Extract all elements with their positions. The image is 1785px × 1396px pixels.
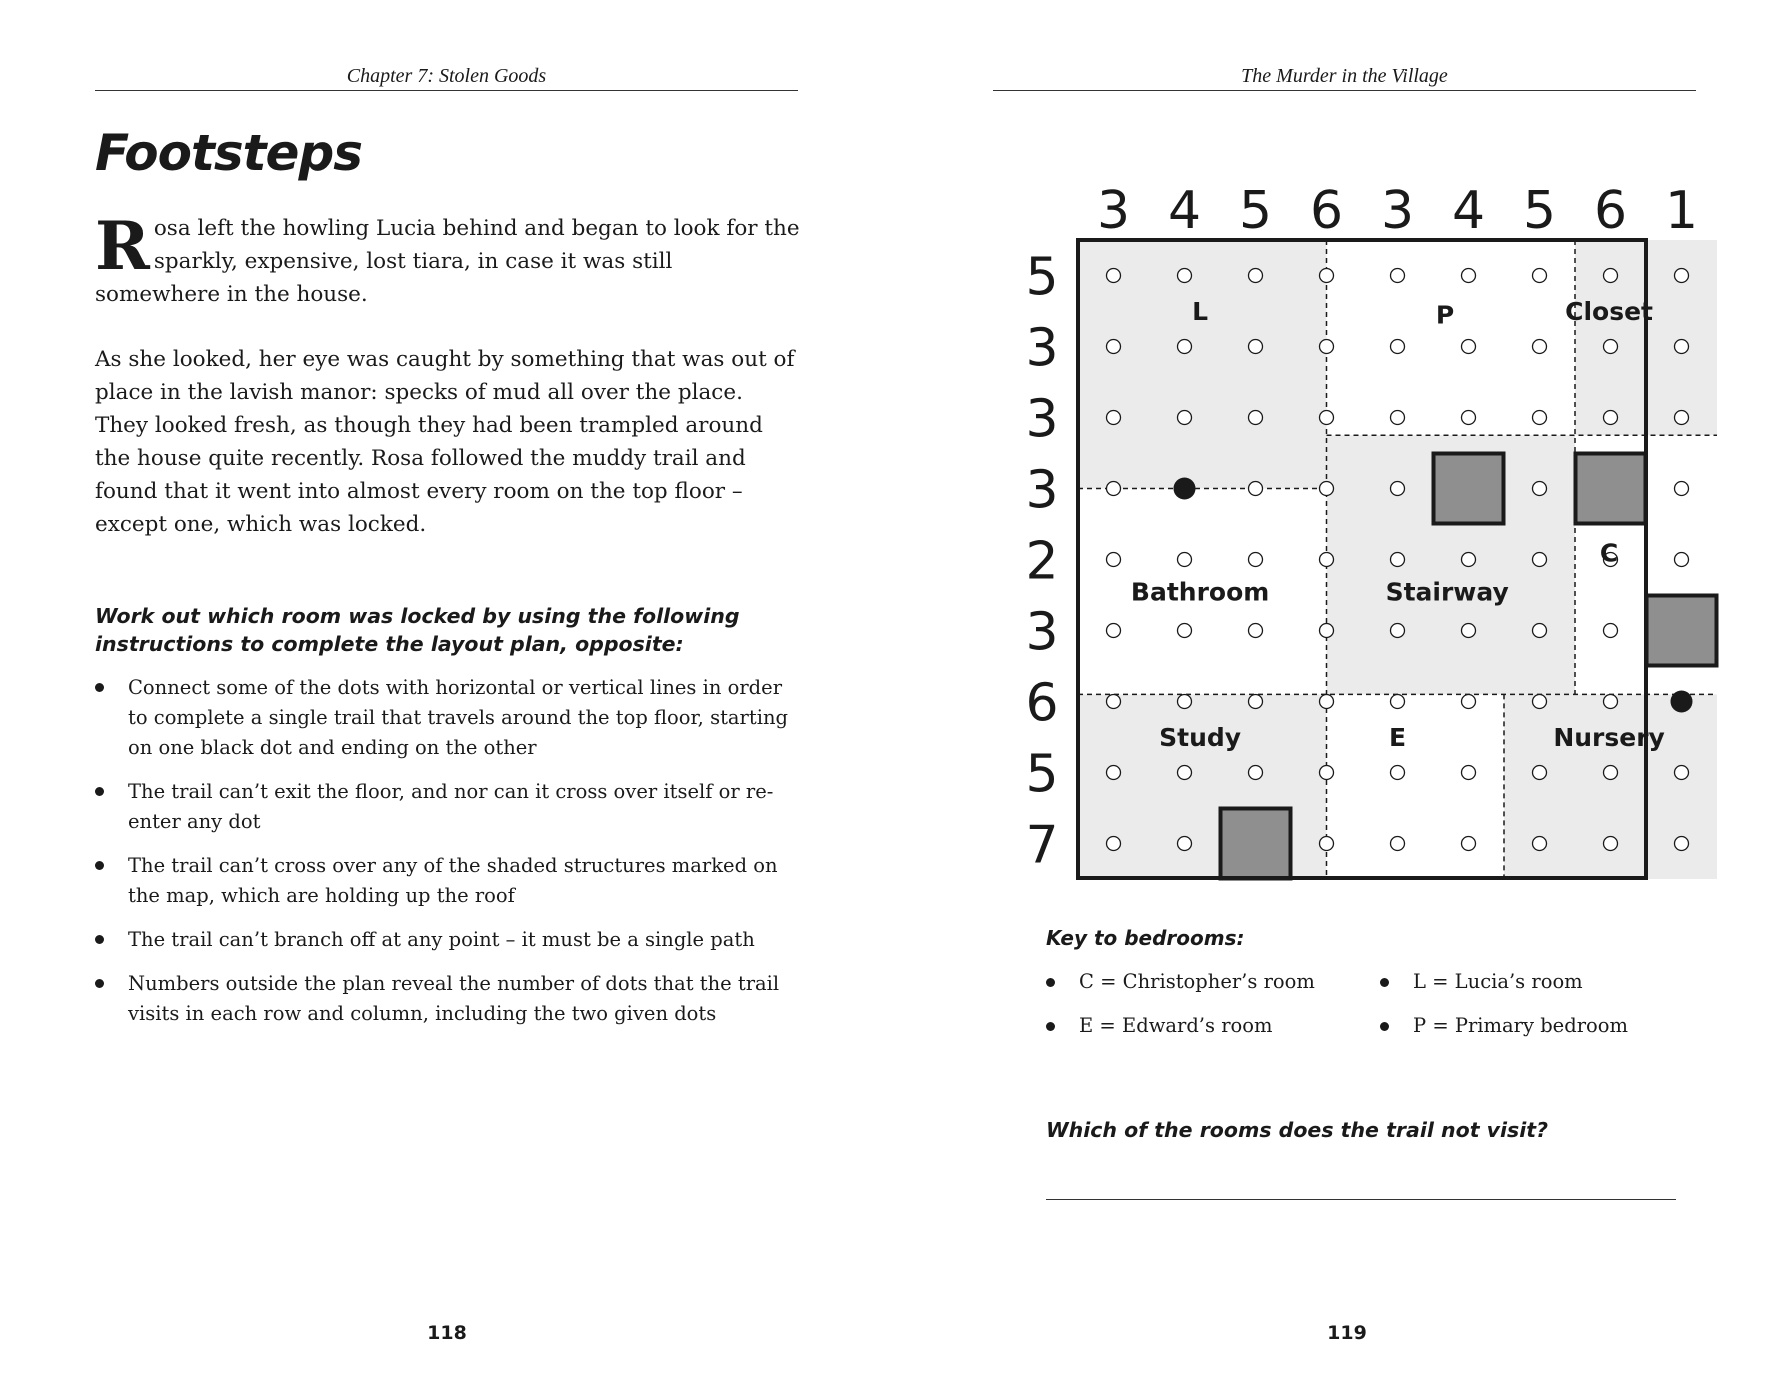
room-label: Closet — [1565, 297, 1654, 326]
grid-dot — [1391, 269, 1405, 283]
grid-dot — [1391, 411, 1405, 425]
grid-dot — [1178, 553, 1192, 567]
bullet-icon — [95, 935, 104, 944]
column-clue: 4 — [1451, 181, 1486, 241]
column-clue: 3 — [1096, 181, 1131, 241]
grid-dot — [1533, 837, 1547, 851]
drop-cap: R — [95, 207, 150, 285]
grid-dot — [1675, 482, 1689, 496]
key-heading: Key to bedrooms: — [1046, 926, 1245, 950]
story-paragraph: As she looked, her eye was caught by something that was out of place in the lavish manor: specks of mud all over the place. They looked fresh, as though they had been trampled around the house quite recently. Rosa followed the muddy trail and found that it went into almost every room on the top floor – except one, which was locked. — [95, 347, 795, 537]
row-clue: 2 — [1025, 531, 1059, 592]
grid-dot — [1107, 411, 1121, 425]
grid-dot — [1675, 766, 1689, 780]
grid-dot — [1533, 340, 1547, 354]
row-clue: 3 — [1025, 460, 1059, 521]
column-clue: 1 — [1664, 181, 1699, 241]
column-clue: 6 — [1309, 181, 1344, 241]
grid-dot — [1604, 340, 1618, 354]
grid-dot — [1107, 482, 1121, 496]
row-clue: 3 — [1025, 389, 1059, 450]
room-label: L — [1192, 297, 1209, 326]
grid-dot — [1604, 766, 1618, 780]
grid-dot — [1320, 269, 1334, 283]
row-clue: 5 — [1025, 744, 1059, 805]
grid-dot — [1320, 837, 1334, 851]
grid-dot — [1249, 695, 1263, 709]
key-item: P = Primary bedroom — [1380, 1012, 1628, 1056]
grid-dot — [1107, 340, 1121, 354]
grid-dot — [1249, 482, 1263, 496]
grid-dot — [1249, 553, 1263, 567]
black-dot — [1174, 478, 1196, 500]
room-label: Bathroom — [1130, 577, 1270, 607]
grid-dot — [1391, 766, 1405, 780]
grid-dot — [1462, 695, 1476, 709]
grid-dot — [1249, 269, 1263, 283]
grid-dot — [1533, 411, 1547, 425]
row-clue: 7 — [1025, 815, 1059, 876]
pillar-block — [1576, 454, 1646, 524]
column-clue: 5 — [1522, 181, 1557, 241]
grid-dot — [1107, 269, 1121, 283]
grid-dot — [1391, 695, 1405, 709]
rule-item: The trail can’t branch off at any point – it must be a single path — [95, 925, 800, 955]
grid-dot — [1107, 624, 1121, 638]
grid-dot — [1320, 766, 1334, 780]
bullet-icon — [95, 787, 104, 796]
bullet-icon — [95, 861, 104, 870]
bullet-icon — [1380, 1022, 1389, 1031]
grid-dot — [1249, 411, 1263, 425]
page-number-left: 118 — [427, 1322, 467, 1344]
grid-dot — [1320, 411, 1334, 425]
grid-dot — [1107, 837, 1121, 851]
grid-dot — [1178, 411, 1192, 425]
grid-dot — [1320, 624, 1334, 638]
key-item: L = Lucia’s room — [1380, 968, 1628, 1012]
rule-item: Numbers outside the plan reveal the number of dots that the trail visits in each row and column, including the two given dots — [95, 969, 800, 1029]
grid-dot — [1320, 340, 1334, 354]
answer-line[interactable] — [1046, 1198, 1676, 1200]
grid-dot — [1462, 553, 1476, 567]
grid-dot — [1533, 482, 1547, 496]
grid-dot — [1462, 624, 1476, 638]
grid-dot — [1391, 837, 1405, 851]
room-label: Stairway — [1385, 577, 1509, 607]
grid-dot — [1107, 553, 1121, 567]
rules-list — [95, 673, 800, 1043]
room-label: C — [1599, 538, 1619, 568]
grid-dot — [1533, 553, 1547, 567]
room-label: E — [1388, 723, 1407, 752]
bullet-icon — [95, 683, 104, 692]
rule-item: Connect some of the dots with horizontal or vertical lines in order to complete a single trail that travels around the top floor, starting on one black dot and ending on the other — [95, 673, 800, 763]
running-head-left: Chapter 7: Stolen Goods — [95, 62, 798, 91]
grid-dot — [1249, 766, 1263, 780]
right-page — [892, 0, 1785, 1396]
column-clue: 5 — [1238, 181, 1273, 241]
bullet-icon — [1046, 1022, 1055, 1031]
bullet-icon — [1046, 978, 1055, 987]
black-dot — [1671, 691, 1693, 713]
grid-dot — [1462, 269, 1476, 283]
grid-dot — [1604, 837, 1618, 851]
key-item: C = Christopher’s room — [1046, 968, 1315, 1012]
grid-dot — [1320, 553, 1334, 567]
grid-dot — [1391, 553, 1405, 567]
layout-plan-grid — [984, 181, 1699, 905]
room-label: Nursery — [1553, 723, 1665, 752]
grid-dot — [1604, 624, 1618, 638]
grid-dot — [1320, 695, 1334, 709]
puzzle-title: Footsteps — [95, 124, 363, 182]
pillar-block — [1647, 596, 1717, 666]
instructions-heading: Work out which room was locked by using the following instructions to complete the layout plan, opposite: — [95, 604, 740, 656]
grid-dot — [1178, 766, 1192, 780]
grid-dot — [1533, 695, 1547, 709]
room-label: P — [1435, 300, 1455, 330]
key-item: E = Edward’s room — [1046, 1012, 1315, 1056]
grid-dot — [1675, 340, 1689, 354]
grid-dot — [1462, 411, 1476, 425]
intro-text: osa left the howling Lucia behind and began to look for the sparkly, expensive, lost tiara, in case it was still somewhere in the house. — [95, 216, 800, 307]
question-text: Which of the rooms does the trail not visit? — [1046, 1118, 1548, 1142]
grid-dot — [1604, 411, 1618, 425]
rule-item: The trail can’t exit the floor, and nor can it cross over itself or re-enter any dot — [95, 777, 800, 837]
grid-dot — [1675, 269, 1689, 283]
grid-dot — [1178, 340, 1192, 354]
row-clue: 3 — [1025, 318, 1059, 379]
grid-dot — [1675, 553, 1689, 567]
left-page — [0, 0, 892, 1396]
grid-dot — [1462, 766, 1476, 780]
room-label: Study — [1159, 723, 1242, 752]
grid-dot — [1107, 766, 1121, 780]
page-number-right: 119 — [1327, 1322, 1367, 1344]
grid-dot — [1391, 340, 1405, 354]
grid-dot — [1320, 482, 1334, 496]
grid-dot — [1533, 624, 1547, 638]
grid-dot — [1249, 340, 1263, 354]
grid-dot — [1462, 340, 1476, 354]
grid-dot — [1533, 269, 1547, 283]
grid-dot — [1604, 695, 1618, 709]
grid-dot — [1107, 695, 1121, 709]
row-clue: 3 — [1025, 602, 1059, 663]
grid-dot — [1675, 411, 1689, 425]
intro-paragraph — [95, 207, 800, 311]
grid-dot — [1178, 624, 1192, 638]
grid-dot — [1533, 766, 1547, 780]
pillar-block — [1221, 809, 1291, 879]
pillar-block — [1434, 454, 1504, 524]
row-clue: 5 — [1025, 247, 1059, 308]
grid-dot — [1391, 482, 1405, 496]
rule-item: The trail can’t cross over any of the shaded structures marked on the map, which are holding up the roof — [95, 851, 800, 911]
row-clue: 6 — [1025, 673, 1059, 734]
column-clue: 4 — [1167, 181, 1202, 241]
key-list-2 — [1380, 968, 1628, 1056]
key-list-1 — [1046, 968, 1315, 1056]
column-clue: 3 — [1380, 181, 1415, 241]
bullet-icon — [1380, 978, 1389, 987]
grid-dot — [1178, 695, 1192, 709]
grid-dot — [1249, 624, 1263, 638]
grid-dot — [1675, 837, 1689, 851]
column-clue: 6 — [1593, 181, 1628, 241]
bullet-icon — [95, 979, 104, 988]
running-head-right: The Murder in the Village — [993, 62, 1696, 91]
grid-dot — [1462, 837, 1476, 851]
grid-dot — [1178, 837, 1192, 851]
grid-dot — [1391, 624, 1405, 638]
grid-dot — [1178, 269, 1192, 283]
grid-dot — [1604, 269, 1618, 283]
